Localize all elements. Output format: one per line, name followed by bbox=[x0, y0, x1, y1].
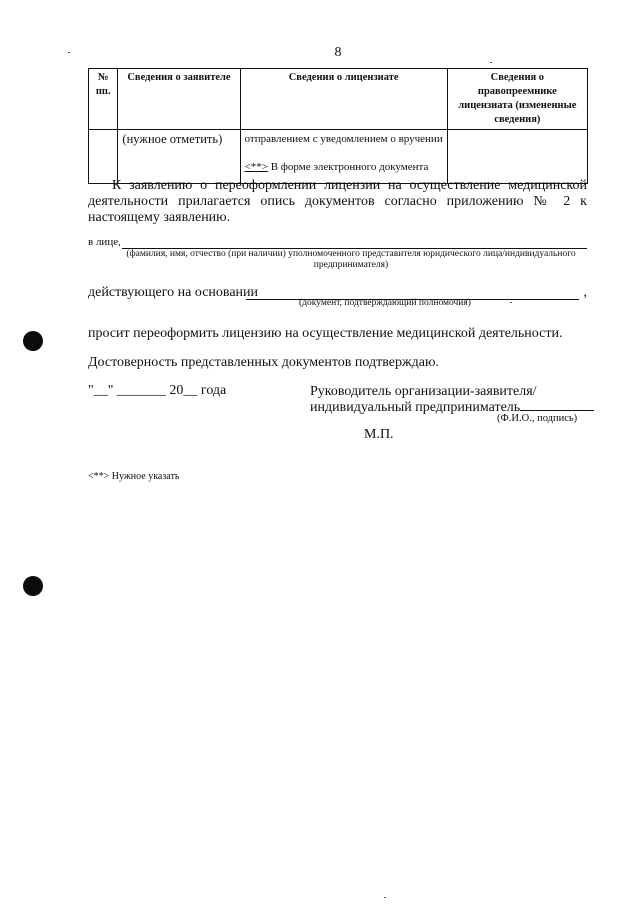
header-successor: Сведения о правопреемнике лицензиата (измененные сведения) bbox=[447, 69, 587, 130]
page-number: 8 bbox=[334, 45, 342, 60]
basis-label: действующего на основании bbox=[88, 285, 259, 300]
punch-hole bbox=[23, 331, 43, 351]
table-header-row bbox=[89, 69, 588, 130]
cell-successor bbox=[447, 130, 587, 184]
basis-comma: , bbox=[583, 285, 587, 300]
date-line: "__" _______ 20__ года bbox=[88, 383, 227, 398]
basis-hint: (документ, подтверждающий полномочия) bbox=[299, 298, 471, 308]
footnote: <**> Нужное указать bbox=[88, 471, 180, 482]
representative-line bbox=[88, 236, 587, 248]
cell-applicant: (нужное отметить) bbox=[118, 130, 240, 184]
signature-title-line1: Руководитель организации-заявителя/ bbox=[310, 384, 537, 399]
header-applicant: Сведения о заявителе bbox=[118, 69, 240, 130]
signature-field-line bbox=[520, 409, 594, 411]
scan-speck bbox=[510, 302, 512, 303]
licensee-info-table bbox=[88, 68, 588, 184]
stamp-place: М.П. bbox=[364, 427, 394, 442]
scan-speck bbox=[68, 52, 70, 53]
scan-speck bbox=[384, 897, 386, 898]
delivery-option-electronic-label: В форме электронного документа bbox=[267, 161, 429, 173]
request-paragraph: просит переоформить лицензию на осуществление медицинской деятельности. bbox=[88, 326, 563, 341]
scan-speck bbox=[490, 62, 492, 63]
confirmation-paragraph: Достоверность представленных документов подтверждаю. bbox=[88, 355, 439, 370]
cell-licensee bbox=[240, 130, 447, 184]
signature-hint: (Ф.И.О., подпись) bbox=[497, 413, 578, 424]
table-row bbox=[89, 130, 588, 184]
representative-label: в лице, bbox=[88, 236, 121, 248]
signature-block bbox=[310, 384, 594, 416]
representative-hint: (фамилия, имя, отчество (при наличии) уполномоченного представителя юридического лица/индивидуального предпринимателя) bbox=[126, 249, 576, 270]
attachment-paragraph: К заявлению о переоформлении лицензии на осуществление медицинской деятельности прилагается опись документов согласно приложению № 2 к настоящему заявлению. bbox=[88, 178, 587, 225]
punch-hole bbox=[23, 576, 43, 596]
header-licensee: Сведения о лицензиате bbox=[240, 69, 447, 130]
delivery-option-mail: отправлением с уведомлением о вручении bbox=[244, 133, 443, 145]
header-number: № пп. bbox=[89, 69, 118, 130]
footnote-reference: <**> bbox=[244, 161, 268, 173]
cell-number bbox=[89, 130, 118, 184]
signature-title-line2: индивидуальный предприниматель bbox=[310, 400, 521, 415]
delivery-option-electronic bbox=[245, 160, 443, 174]
